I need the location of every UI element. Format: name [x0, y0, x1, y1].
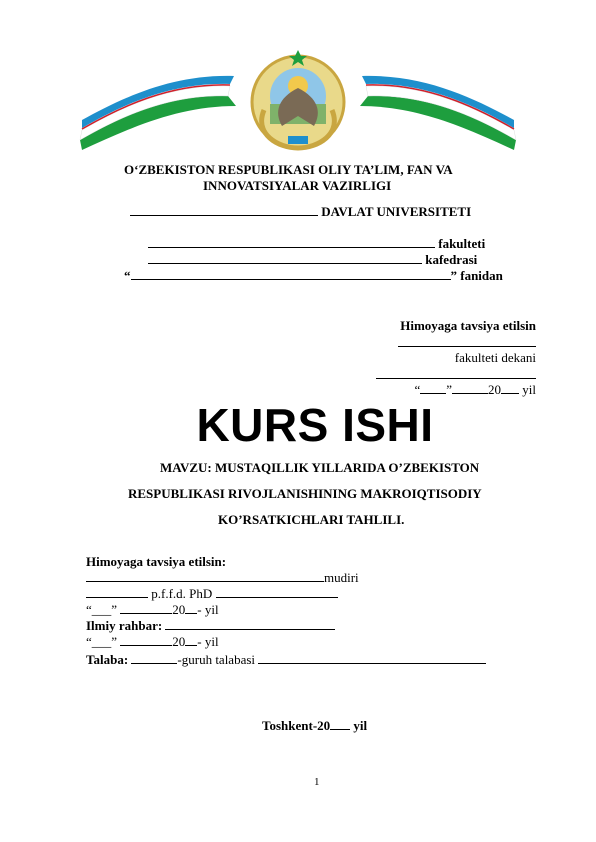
subject-open-quote: “: [124, 268, 131, 283]
department-name-blank: [148, 252, 422, 264]
city-year: [262, 718, 367, 734]
approval-date1: [86, 602, 219, 618]
head-name-blank: [86, 570, 324, 582]
dean-label: fakulteti dekani: [454, 350, 536, 365]
supervisor-line: [86, 618, 335, 634]
approval-bottom-title: Himoyaga tavsiya etilsin:: [86, 554, 227, 569]
university-name-blank: [130, 204, 318, 216]
department-label: kafedrasi: [425, 252, 478, 267]
faculty-name-blank: [148, 236, 435, 248]
ministry-title-line1: O‘ZBEKISTON RESPUBLIKASI OLIY TA’LIM, FAN VA: [124, 162, 453, 177]
university-label: DAVLAT UNIVERSITETI: [321, 204, 472, 219]
date2-year-prefix: 20: [172, 634, 186, 649]
date1-suffix: - yil: [197, 602, 219, 617]
approval-top-title: Himoyaga tavsiya etilsin: [400, 318, 536, 333]
approval-top-blank1: [398, 336, 536, 347]
approval-date2: [86, 634, 219, 650]
date2-quote: “___”: [86, 634, 118, 649]
date2-suffix: - yil: [197, 634, 219, 649]
degree-label: p.f.f.d. PhD: [151, 586, 213, 601]
date1-year-prefix: 20: [172, 602, 186, 617]
student-name-blank: [258, 652, 486, 664]
coat-of-arms-icon: [252, 50, 344, 148]
date-year-prefix: 20: [488, 382, 502, 397]
topic-line2: RESPUBLIKASI RIVOJLANISHINING MAKROIQTISODIY: [128, 486, 482, 501]
approval-top-date: [414, 382, 536, 398]
degree-line: [86, 586, 338, 602]
student-label: Talaba:: [86, 652, 129, 667]
date-suffix: yil: [522, 382, 536, 397]
subject-line: [124, 268, 503, 284]
department-line: [148, 252, 477, 268]
main-title: KURS ISHI: [196, 399, 434, 451]
right-flag: [360, 76, 516, 150]
student-line: [86, 652, 486, 668]
left-flag: [80, 76, 236, 150]
head-of-department-line: [86, 570, 359, 586]
student-group-label: -guruh talabasi: [177, 652, 256, 667]
page-number: 1: [314, 776, 320, 788]
head-label: mudiri: [324, 570, 359, 585]
subject-name-blank: [131, 268, 451, 280]
topic-line1: MAVZU: MUSTAQILLIK YILLARIDA O’ZBEKISTON: [160, 460, 480, 475]
city-year-label: Toshkent-20: [262, 718, 331, 733]
subject-label: ” fanidan: [450, 268, 503, 283]
date1-quote: “___”: [86, 602, 118, 617]
approval-top-blank2: [376, 368, 536, 379]
date-close-quote: ”: [446, 382, 453, 397]
faculty-line: [148, 236, 485, 252]
supervisor-label: Ilmiy rahbar:: [86, 618, 163, 633]
state-emblem-flags-image: [78, 44, 518, 152]
year-word: yil: [353, 718, 368, 733]
date-open-quote: “: [414, 382, 421, 397]
university-line: [130, 204, 471, 220]
faculty-label: fakulteti: [438, 236, 486, 251]
supervisor-name-blank: [165, 618, 335, 630]
ministry-title-line2: INNOVATSIYALAR VAZIRLIGI: [203, 178, 392, 193]
topic-line3: KO’RSATKICHLARI TAHLILI.: [218, 512, 405, 527]
